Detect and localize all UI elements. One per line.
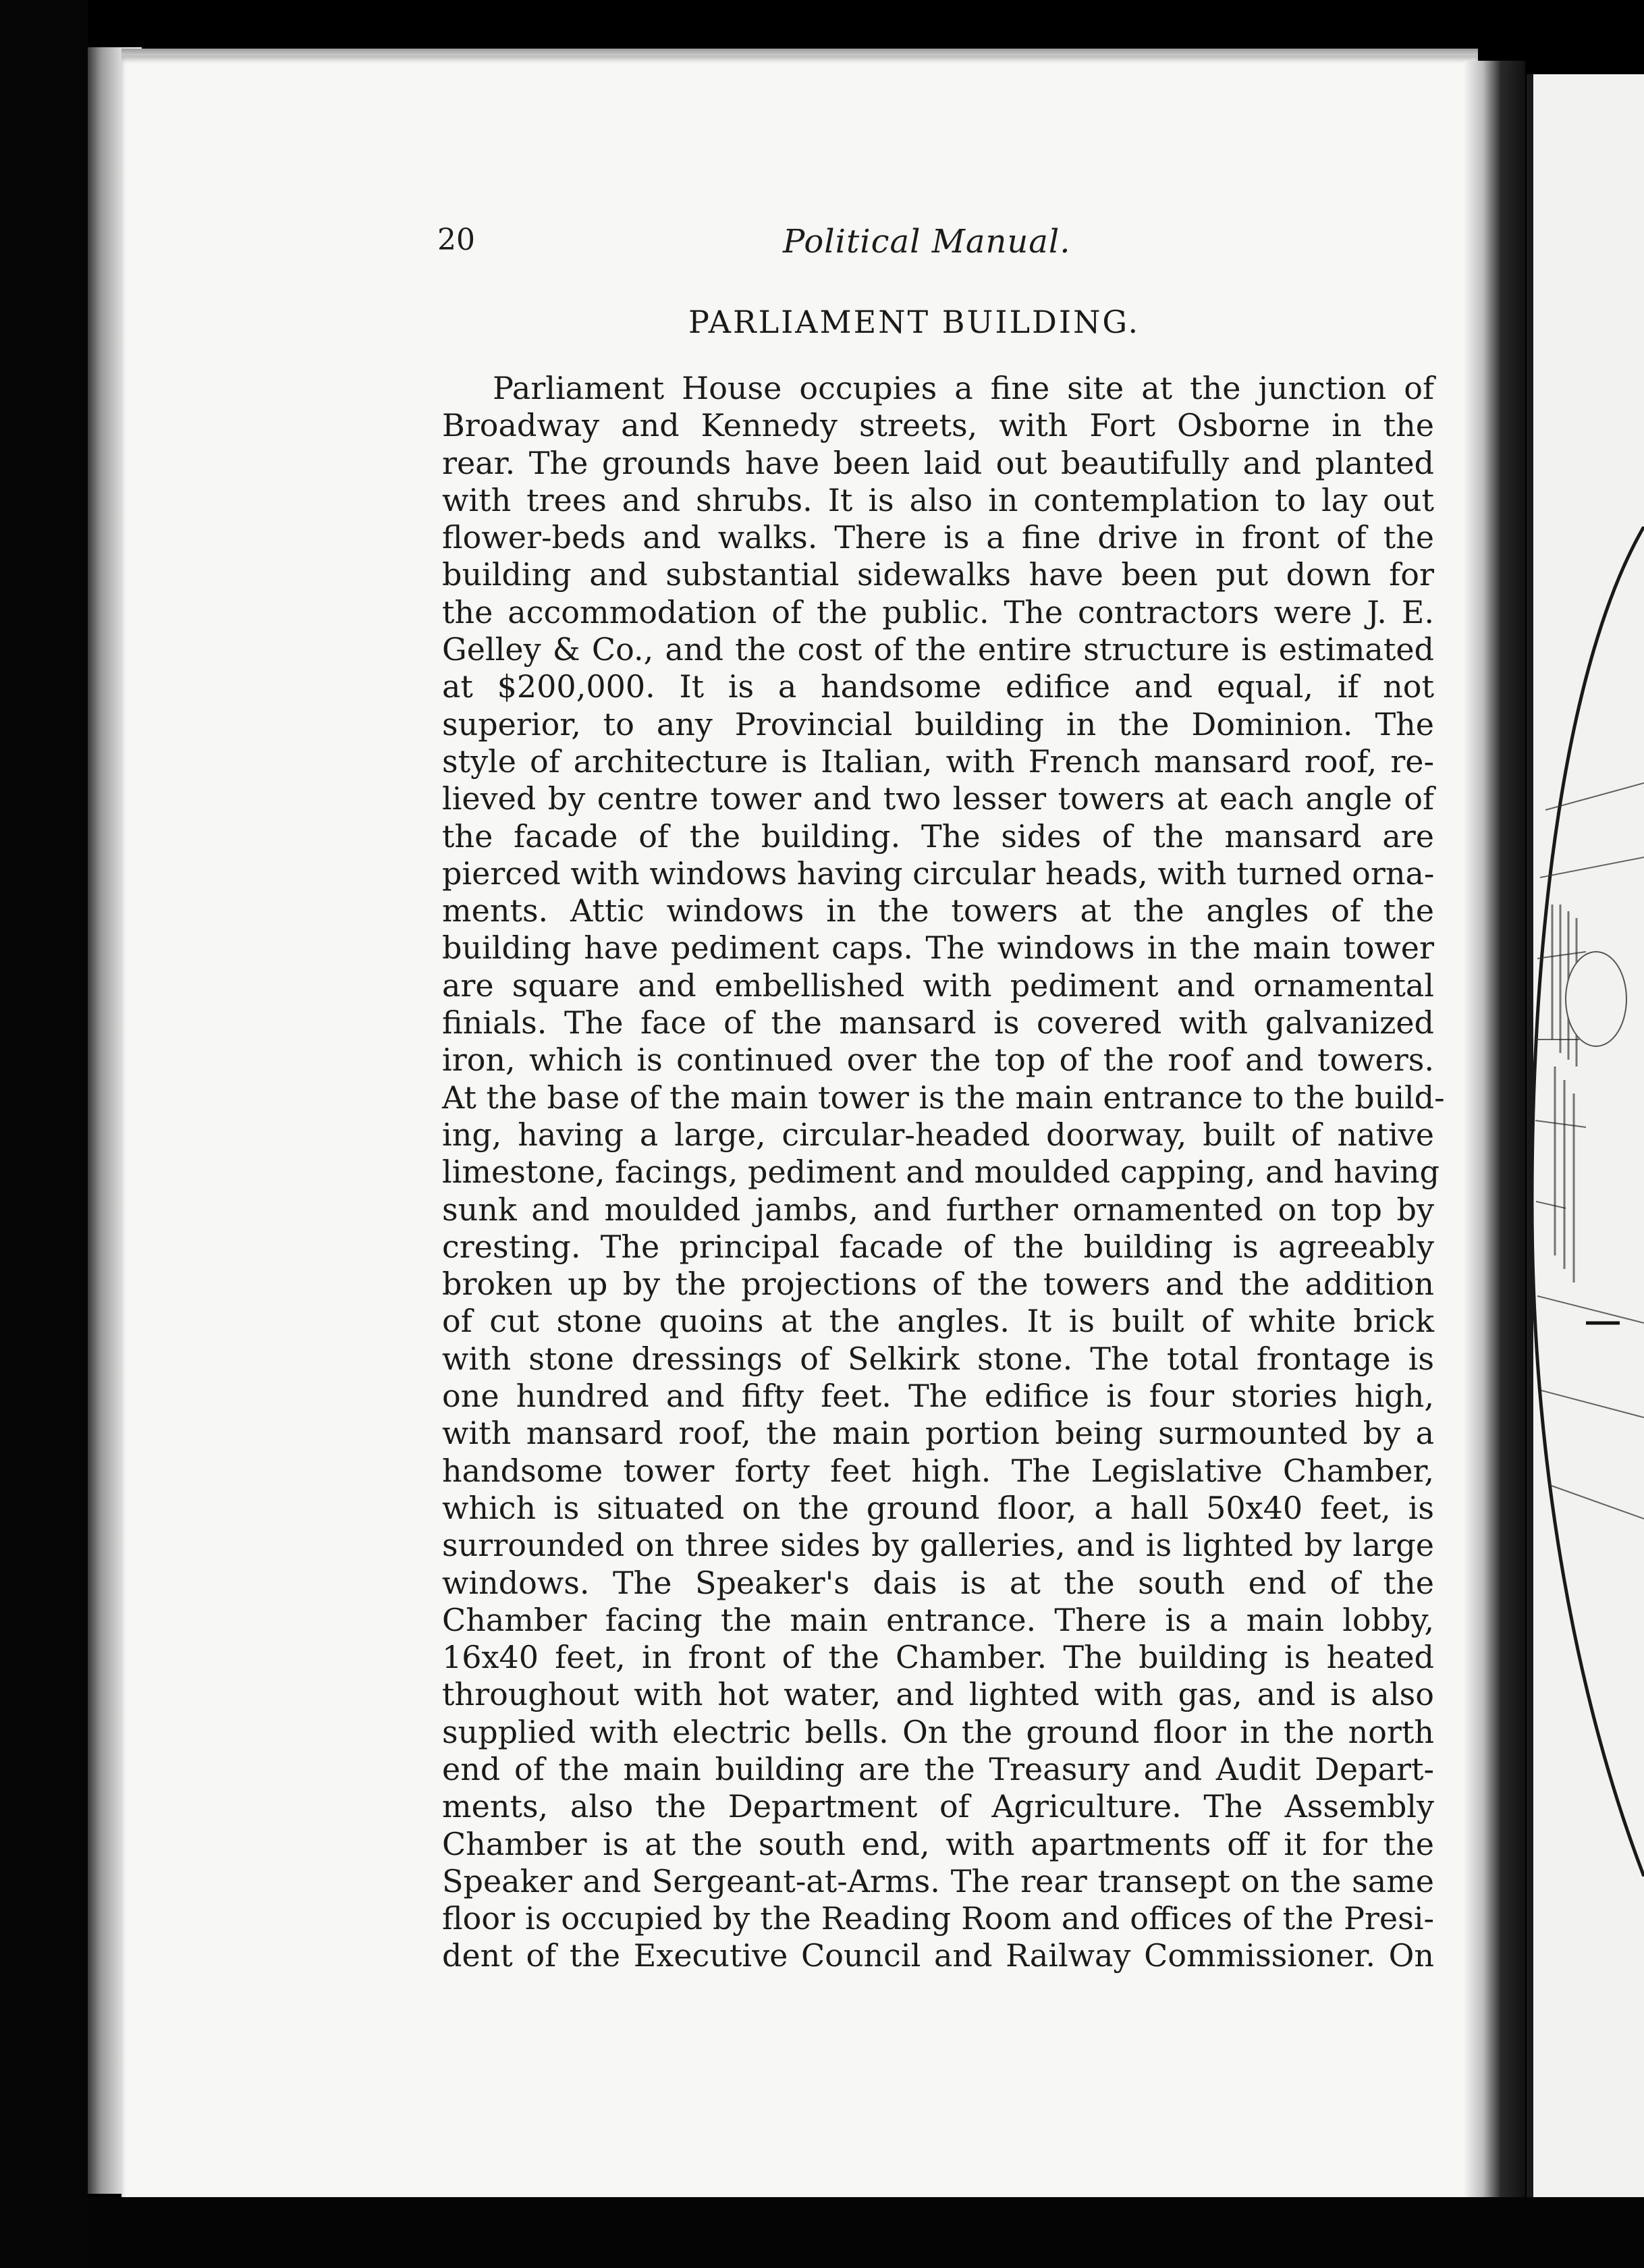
text-line: floor is occupied by the Reading Room and offices of the Presi- <box>442 1900 1434 1937</box>
text-line: of cut stone quoins at the angles. It is built of white brick <box>442 1303 1434 1340</box>
text-line: Chamber facing the main entrance. There is a main lobby, <box>442 1601 1434 1638</box>
text-line: ing, having a large, circular-headed doorway, built of native <box>442 1116 1434 1153</box>
text-line: building have pediment caps. The windows in the main tower <box>442 929 1434 967</box>
text-line: Gelley & Co., and the cost of the entire structure is estimated <box>442 631 1434 668</box>
text-line: iron, which is continued over the top of the roof and towers. <box>442 1042 1434 1079</box>
text-line: handsome tower forty feet high. The Legislative Chamber, <box>442 1452 1434 1489</box>
text-line: are square and embellished with pediment and ornamental <box>442 967 1434 1004</box>
text-line: the facade of the building. The sides of the mansard are <box>442 817 1434 855</box>
text-line: with trees and shrubs. It is also in contemplation to lay out <box>442 481 1434 518</box>
text-line: Broadway and Kennedy streets, with Fort Osborne in the <box>442 407 1434 444</box>
text-line: surrounded on three sides by galleries, and is lighted by large <box>442 1527 1434 1564</box>
text-line: superior, to any Provincial building in the Dominion. The <box>442 705 1434 742</box>
text-line: dent of the Executive Council and Railway Commissioner. On <box>442 1937 1434 1974</box>
text-line: one hundred and fifty feet. The edifice is four stories high, <box>442 1378 1434 1415</box>
text-line: At the base of the main tower is the main entrance to the build- <box>442 1079 1445 1116</box>
running-head: Political Manual. <box>783 223 1071 261</box>
text-line: the accommodation of the public. The contractors were J. E. <box>442 593 1434 630</box>
text-line: finials. The face of the mansard is covered with galvanized <box>442 1004 1434 1042</box>
text-line: building and substantial sidewalks have been put down for <box>442 556 1434 593</box>
section-title: PARLIAMENT BUILDING. <box>688 304 1141 340</box>
text-line: at $200,000. It is a handsome edifice and equal, if not <box>442 668 1434 705</box>
page-number: 20 <box>437 223 475 257</box>
text-line: ments. Attic windows in the towers at the angles of the <box>442 892 1434 929</box>
text-line: end of the main building are the Treasury and Audit Depart- <box>442 1750 1434 1787</box>
text-line: broken up by the projections of the towers and the addition <box>442 1266 1434 1303</box>
text-line: flower-beds and walks. There is a fine drive in front of the <box>442 519 1434 556</box>
scanner-border-left <box>0 0 88 2268</box>
text-line: with stone dressings of Selkirk stone. The total frontage is <box>442 1340 1434 1377</box>
text-line: windows. The Speaker's dais is at the south end of the <box>442 1564 1434 1601</box>
text-line: throughout with hot water, and lighted with gas, and is also <box>442 1676 1434 1713</box>
text-line: ments, also the Department of Agriculture. The Assembly <box>442 1788 1434 1825</box>
text-line: sunk and moulded jambs, and further ornamented on top by <box>442 1191 1434 1228</box>
text-line: limestone, facings, pediment and moulded capping, and having <box>442 1154 1440 1191</box>
text-line: Parliament House occupies a fine site at the junction of <box>493 370 1434 406</box>
text-line: cresting. The principal facade of the building is agreeably <box>442 1228 1434 1265</box>
text-line: which is situated on the ground floor, a hall 50x40 feet, is <box>442 1489 1434 1526</box>
body-text <box>442 370 1445 1975</box>
scan-bottom-shadow <box>88 2197 1644 2268</box>
text-line: lieved by centre tower and two lesser towers at each angle of <box>442 780 1434 817</box>
text-line: rear. The grounds have been laid out beautifully and planted <box>442 444 1434 481</box>
page-header <box>437 223 1423 270</box>
text-line: Chamber is at the south end, with apartments off it for the <box>442 1825 1434 1862</box>
text-line: pierced with windows having circular heads, with turned orna- <box>442 855 1435 892</box>
text-line: with mansard roof, the main portion being surmounted by a <box>442 1415 1434 1452</box>
text-line: 16x40 feet, in front of the Chamber. The building is heated <box>442 1639 1434 1676</box>
facing-page-engraving <box>1485 526 1644 1877</box>
text-line: Speaker and Sergeant-at-Arms. The rear transept on the same <box>442 1862 1434 1899</box>
text-line: supplied with electric bells. On the ground floor in the north <box>442 1713 1434 1750</box>
text-line: style of architecture is Italian, with French mansard roof, re- <box>442 742 1434 780</box>
